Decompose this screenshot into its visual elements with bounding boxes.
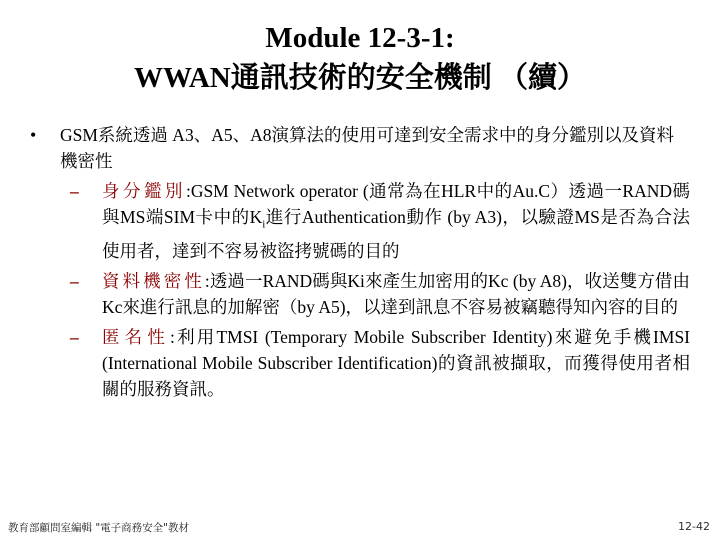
- subitem-body-before: :GSM Network operator (通常為在HLR中的Au.C）透過一RAND碼與MS端SIM卡中的K: [102, 181, 691, 227]
- term-label: 匿名性: [102, 326, 171, 347]
- subitem-body: :利用TMSI (Temporary Mobile Subscriber Identity)來避免手機IMSI (International Mobile Subscriber Identification)的資訊被擷取，而獲得使用者相關的服務資訊。: [102, 326, 691, 399]
- main-bullet: [30, 122, 690, 174]
- subitem-body: :透過一RAND碼與Ki來產生加密用的Kc (by A8)，收送雙方借由Kc來進行訊息的加解密（by A5)，以達到訊息不容易被竊聽得知內容的目的: [102, 270, 690, 317]
- slide-body: [30, 122, 690, 402]
- subitem-text: [102, 268, 690, 320]
- bullet-text: GSM系統透過 A3、A5、A8演算法的使用可達到安全需求中的身分鑑別以及資料機密性: [60, 125, 674, 171]
- subitem-body-after: 進行Authentication動作 (by A3)，以驗證MS是否為合法使用者，達到不容易被盜拷號碼的目的: [102, 207, 690, 261]
- subitem-confidentiality: [30, 268, 690, 320]
- subitem-authentication: [30, 178, 690, 264]
- bullet-icon: •: [30, 125, 37, 145]
- title-line-2: WWAN通訊技術的安全機制 （續）: [134, 62, 586, 94]
- dash-icon: –: [70, 270, 79, 291]
- subitem-anonymity: [30, 324, 690, 402]
- footer-source: 教育部顧問室編輯 "電子商務安全"教材: [8, 522, 189, 534]
- subscript-i: i: [262, 218, 266, 231]
- slide-title: [0, 18, 720, 98]
- dash-icon: –: [70, 181, 79, 201]
- term-label: 身分鑑別: [102, 181, 186, 201]
- term-label: 資料機密性: [102, 270, 205, 291]
- dash-icon: –: [70, 326, 79, 347]
- title-line-1: Module 12-3-1:: [265, 22, 455, 54]
- subitem-text: [102, 324, 690, 402]
- page-number: 12-42: [678, 520, 710, 533]
- subitem-text: [102, 178, 690, 264]
